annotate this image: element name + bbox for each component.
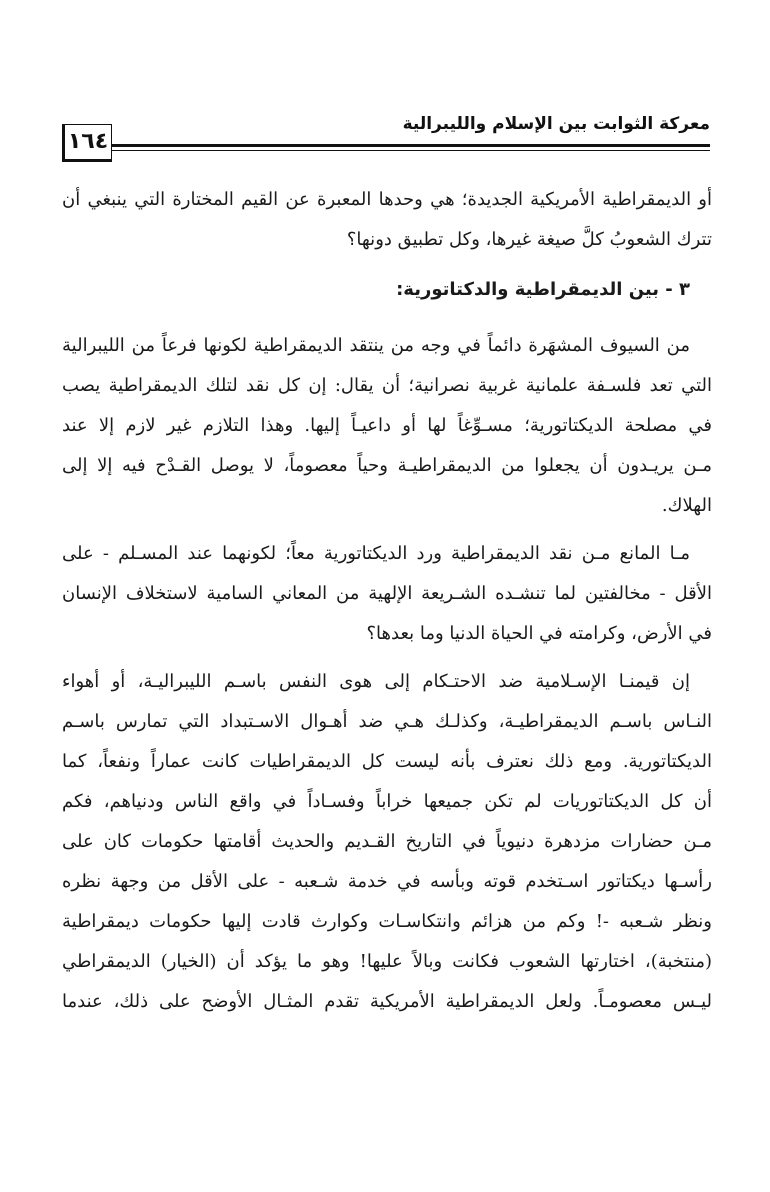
text-line: النـاس باسـم الديمقراطيـة، وكذلـك هـي ضد أهـوال الاسـتبداد التي تمارس باسـم bbox=[62, 711, 712, 732]
running-header-title: معركة الثوابت بين الإسلام والليبرالية bbox=[402, 114, 710, 134]
running-header bbox=[62, 96, 710, 166]
paragraph-1 bbox=[62, 326, 712, 526]
text-line: أن كل الديكتاتوريات لم تكن جميعها خراباً وفسـاداً في واقع الناس ودنياهم، فكم bbox=[62, 791, 712, 812]
text-line: الديكتاتورية. ومع ذلك نعترف بأنه ليست كل الديمقراطيات كانت عماراً ونفعاً، كما bbox=[62, 751, 712, 772]
text-line: من السيوف المشهَرة دائماً في وجه من ينتقد الديمقراطية لكونها فرعاً من الليبرالية bbox=[62, 335, 690, 356]
text-line: الهلاك. bbox=[661, 495, 712, 516]
header-rule-thick bbox=[106, 144, 710, 147]
paragraph-2 bbox=[62, 534, 712, 654]
text-line: (منتخبة)، اختارتها الشعوب فكانت وبالاً عليها! وهو ما يؤكد أن (الخيار) الديمقراطي bbox=[62, 951, 712, 972]
text-line: رأسـها ديكتاتور اسـتخدم قوته وبأسه في خدمة شـعبه - على الأقل من وجهة نظره bbox=[62, 871, 712, 892]
text-line: ليـس معصومـاً. ولعل الديمقراطية الأمريكية تقدم المثـال الأوضح على ذلك، عندما bbox=[62, 991, 712, 1012]
section-heading: ٣ - بين الديمقراطية والدكتاتورية: bbox=[396, 279, 690, 300]
text-line: أو الديمقراطية الأمريكية الجديدة؛ هي وحدها المعبرة عن القيم المختارة التي ينبغي أن bbox=[62, 189, 712, 210]
text-line: مـن يريـدون أن يجعلوا من الديمقراطيـة وحياً معصوماً، لا يوصل القـدْح فيه إلا إلى bbox=[62, 455, 712, 476]
paragraph-3 bbox=[62, 662, 712, 1022]
intro-paragraph bbox=[62, 180, 712, 260]
text-line: في مصلحة الديكتاتورية؛ مسـوِّغاً لها أو داعيـاً إليها. وهذا التلازم غير لازم إلا عند bbox=[62, 415, 712, 436]
text-line: مـا المانع مـن نقد الديمقراطية ورد الديكتاتورية معاً؛ لكونهما عند المسـلم - على bbox=[62, 543, 690, 564]
text-line: ونظر شـعبه -! وكم من هزائم وانتكاسـات وكوارث قادت إليها حكومات ديمقراطية bbox=[62, 911, 712, 932]
page-number: ١٦٤ bbox=[62, 124, 112, 162]
text-line: الأقل - مخالفتين لما تنشـده الشـريعة الإلهية من المعاني السامية لاستخلاف الإنسان bbox=[62, 583, 712, 604]
text-line: إن قيمنـا الإسـلامية ضد الاحتـكام إلى هوى النفس باسـم الليبراليـة، أو أهواء bbox=[62, 671, 690, 692]
header-rule-thin bbox=[106, 150, 710, 151]
page-body bbox=[62, 180, 712, 1022]
text-line: تترك الشعوبُ كلَّ صيغة غيرها، وكل تطبيق دونها؟ bbox=[346, 229, 712, 250]
text-line: مـن حضارات مزدهرة دنيوياً في التاريخ القـديم والحديث أقامتها حكومات كان على bbox=[62, 831, 712, 852]
text-line: التي تعد فلسـفة علمانية غربية نصرانية؛ أن يقال: إن كل نقد لتلك الديمقراطية يصب bbox=[62, 375, 712, 396]
text-line: في الأرض، وكرامته في الحياة الدنيا وما بعدها؟ bbox=[366, 623, 712, 644]
